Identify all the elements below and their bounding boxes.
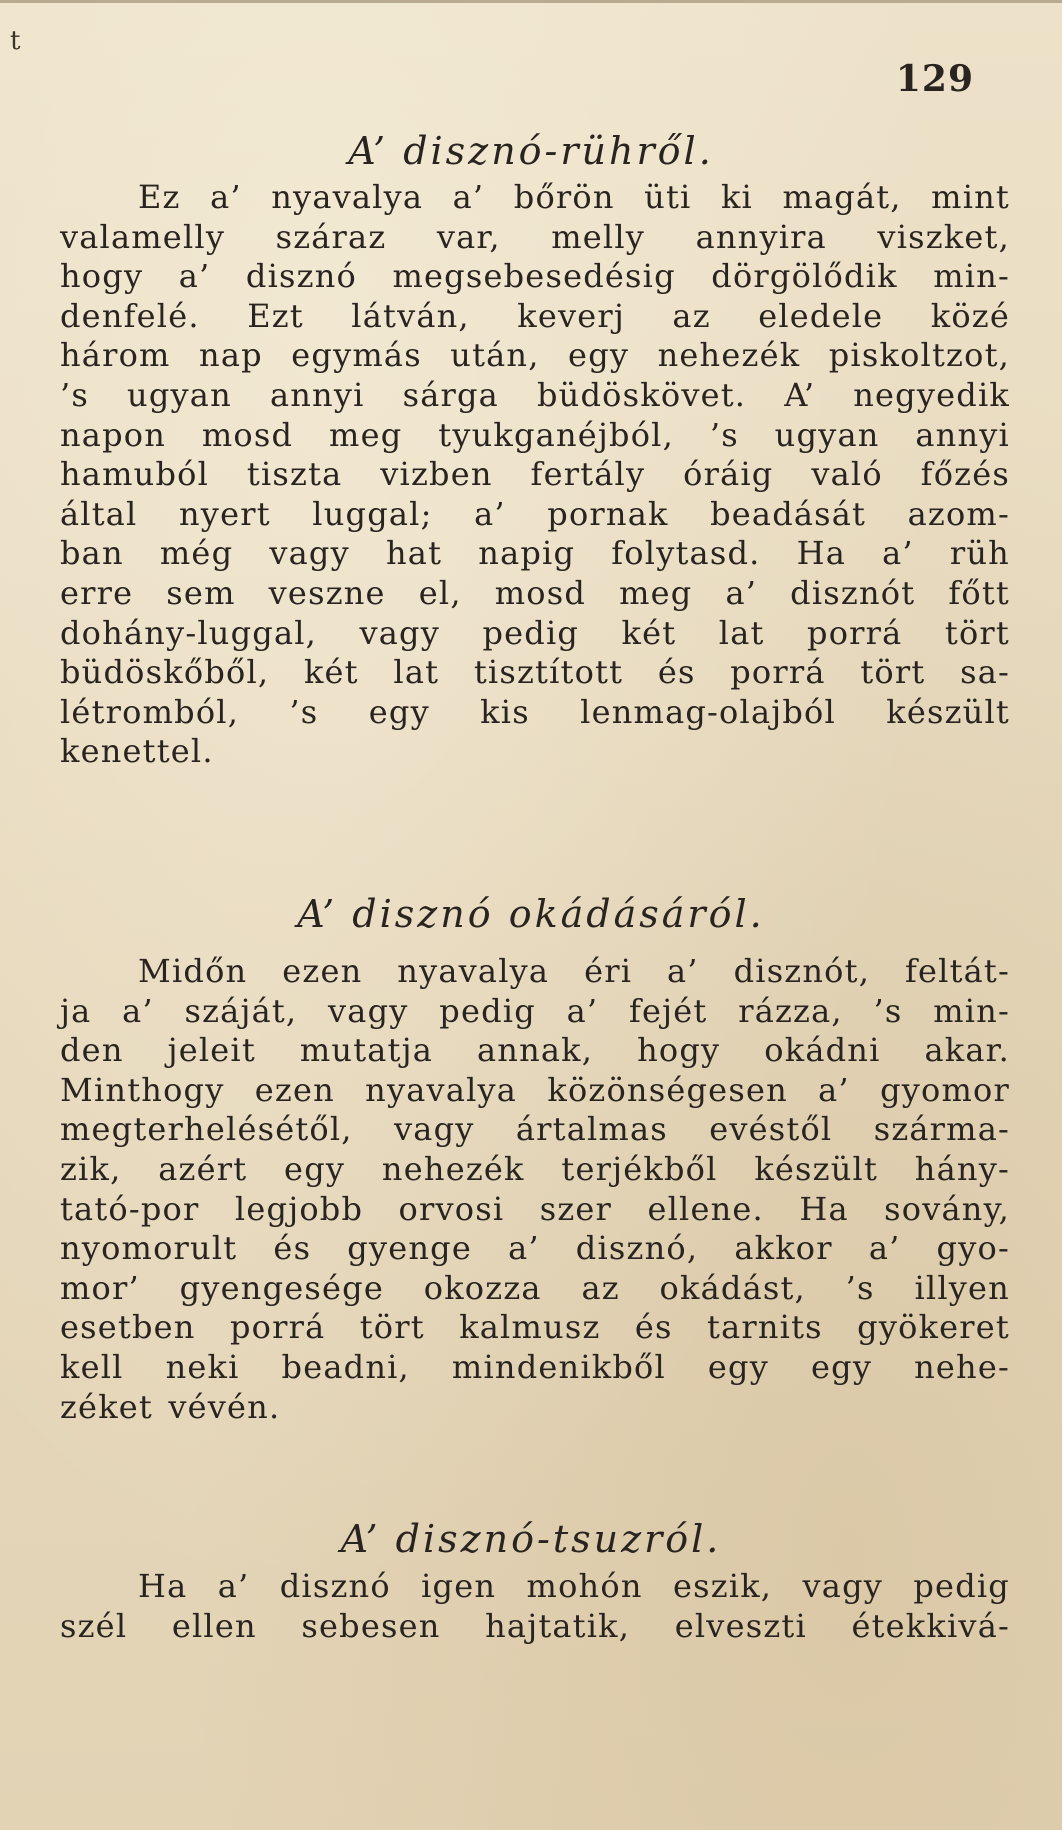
text-line: Ez a’ nyavalya a’ bőrön üti ki magát, mint [138, 178, 1010, 216]
text-line: által nyert luggal; a’ pornak beadását azom- [60, 494, 1010, 533]
text-line: valamelly száraz var, melly annyira viszket, [60, 217, 1010, 256]
text-line: Midőn ezen nyavalya éri a’ disznót, feltát- [138, 952, 1010, 990]
text-line: ban még vagy hat napig folytasd. Ha a’ rüh [60, 534, 1010, 573]
text-line: napon mosd meg tyukganéjból, ’s ugyan annyi [60, 415, 1010, 454]
text-line: tató-por legjobb orvosi szer ellene. Ha sovány, [60, 1189, 1010, 1228]
section-heading-okadasarol: A’ disznó okádásáról. [297, 892, 765, 936]
text-line: kenettel. [60, 732, 214, 771]
text-line: megterhelésétől, vagy ártalmas evéstől szárma- [60, 1110, 1010, 1149]
text-line: három nap egymás után, egy nehezék piskoltzot, [60, 336, 1010, 375]
page-number: 129 [895, 58, 974, 100]
text-line: dohány-luggal, vagy pedig két lat porrá tört [60, 613, 1010, 652]
text-line: ’s ugyan annyi sárga büdöskövet. A’ negyedik [60, 375, 1010, 414]
text-line: Ha a’ disznó igen mohón eszik, vagy pedig [138, 1567, 1010, 1605]
section-heading-ruhrol: A’ disznó-rühről. [348, 129, 714, 173]
section-body-ruhrol [60, 178, 1010, 772]
text-line: esetben porrá tört kalmusz és tarnits gyökeret [60, 1308, 1010, 1347]
text-line: den jeleit mutatja annak, hogy okádni akar. [60, 1031, 1010, 1070]
section-body-tsuzrol [60, 1567, 1010, 1646]
text-line: büdöskőből, két lat tisztított és porrá tört sa- [60, 653, 1010, 692]
section-heading-tsuzrol: A’ disznó-tsuzról. [340, 1517, 722, 1561]
text-line: zéket vévén. [60, 1387, 281, 1426]
text-line: létromból, ’s egy kis lenmag-olajból készült [60, 692, 1010, 731]
text-line: szél ellen sebesen hajtatik, elveszti étekkivá- [60, 1606, 1010, 1645]
text-line: mor’ gyengesége okozza az okádást, ’s illyen [60, 1268, 1010, 1307]
section-body-okadasarol [60, 952, 1010, 1427]
text-line: Minthogy ezen nyavalya közönségesen a’ gyomor [60, 1070, 1010, 1109]
text-line: ja a’ száját, vagy pedig a’ fejét rázza, ’s min- [60, 991, 1010, 1030]
text-line: denfelé. Ezt látván, keverj az eledele közé [60, 296, 1010, 335]
page-top-edge [0, 0, 1062, 3]
text-line: kell neki beadni, mindenikből egy egy nehe- [60, 1347, 1010, 1386]
text-line: hamuból tiszta vizben fertály óráig való főzés [60, 455, 1010, 494]
text-line: zik, azért egy nehezék terjékből készült hány- [60, 1149, 1010, 1188]
text-line: erre sem veszne el, mosd meg a’ disznót főtt [60, 573, 1010, 612]
text-line: nyomorult és gyenge a’ disznó, akkor a’ gyo- [60, 1229, 1010, 1268]
text-line: hogy a’ disznó megsebesedésig dörgölődik min- [60, 257, 1010, 296]
corner-mark: t [10, 26, 21, 56]
